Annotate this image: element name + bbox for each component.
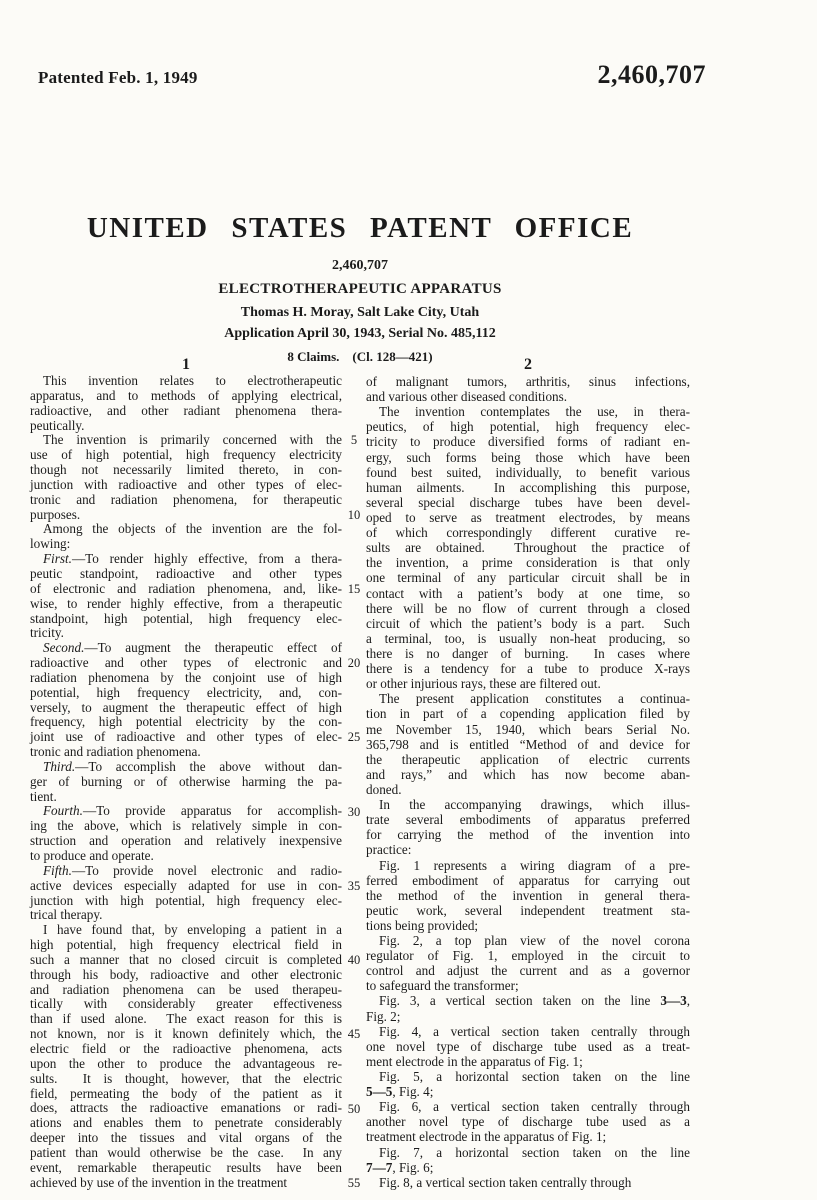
invention-title: ELECTROTHERAPEUTIC APPARATUS bbox=[218, 281, 502, 297]
text-line: peutically. bbox=[30, 417, 85, 433]
line-number-gutter bbox=[342, 374, 366, 1194]
text-line: there is no danger of burning. In cases where bbox=[366, 645, 690, 661]
text-line: doned. bbox=[366, 781, 402, 797]
title-block bbox=[30, 212, 690, 365]
text-line: radiation phenomena by the conjoint use of high bbox=[30, 669, 342, 685]
line-number: 30 bbox=[347, 804, 361, 819]
text-line: found best suited, individually, to benefit various bbox=[366, 464, 690, 480]
line-number: 35 bbox=[347, 878, 361, 893]
text-line: ger of burning or of otherwise harming the pa- bbox=[30, 773, 342, 789]
column-1-header: 1 bbox=[182, 356, 190, 373]
line-number: 40 bbox=[347, 953, 361, 968]
text-line: This invention relates to electrotherapeutic bbox=[43, 373, 342, 388]
text-line: there is a tendency for a tube to produce X-rays bbox=[366, 661, 690, 677]
text-line: Fig. 8, a vertical section taken centrally through bbox=[379, 1174, 632, 1190]
text-line: ment electrode in the apparatus of Fig. 1; bbox=[366, 1053, 583, 1069]
text-line: upon the other to produce the advantageous re- bbox=[30, 1055, 342, 1071]
text-line: contact with a patient’s body at one time, so bbox=[366, 585, 690, 601]
patent-office-title: UNITED STATES PATENT OFFICE bbox=[86, 212, 634, 244]
page-header bbox=[38, 60, 706, 90]
text-line: active devices especially adapted for use in con- bbox=[30, 877, 342, 893]
text-line: there will be no flow of current through a closed bbox=[366, 600, 690, 616]
patent-number: 2,460,707 bbox=[332, 258, 388, 273]
line-number: 15 bbox=[347, 581, 361, 596]
text-line: Fig. 1 represents a wiring diagram of a pre- bbox=[379, 857, 690, 873]
text-line: to safeguard the transformer; bbox=[366, 978, 519, 994]
text-line: First.—To render highly effective, from a thera- bbox=[43, 551, 342, 567]
text-line: than if used alone. The exact reason for this is bbox=[30, 1011, 342, 1027]
text-line: standpoint, high potential, high frequency elec- bbox=[30, 610, 342, 626]
line-number: 45 bbox=[347, 1027, 361, 1042]
claims-line: 8 Claims. (Cl. 128—421) bbox=[287, 349, 433, 364]
text-line: Among the objects of the invention are the fol- bbox=[43, 521, 342, 537]
text-line: Third.—To accomplish the above without dan- bbox=[43, 758, 342, 774]
column-2-header: 2 bbox=[524, 356, 532, 373]
text-line: ferred embodiment of apparatus for carrying out bbox=[366, 872, 690, 888]
patented-date: Patented Feb. 1, 1949 bbox=[38, 68, 198, 87]
text-line: Fig. 4, a vertical section taken centrally through bbox=[379, 1023, 690, 1039]
line-number: 50 bbox=[347, 1101, 361, 1116]
text-line: sults are obtained. Throughout the practice of bbox=[366, 540, 690, 556]
text-line: not known, nor is it known definitely which, the bbox=[30, 1026, 342, 1042]
right-column bbox=[366, 374, 690, 1190]
text-line: electric field or the radioactive phenomena, acts bbox=[30, 1040, 342, 1056]
line-number: 5 bbox=[350, 433, 358, 448]
line-number: 55 bbox=[347, 1175, 361, 1190]
text-line: junction with high potential, high frequency elec- bbox=[30, 892, 342, 908]
text-line: control and adjust the current and as a governor bbox=[366, 963, 690, 979]
text-line: sults. It is thought, however, that the electric bbox=[30, 1070, 342, 1086]
text-line: radioactive and other types of electronic and bbox=[30, 655, 342, 671]
text-line: Fig. 7, a horizontal section taken on the line bbox=[379, 1144, 690, 1160]
left-column bbox=[30, 374, 342, 1190]
text-line: another novel type of discharge tube used as a bbox=[366, 1114, 690, 1130]
text-line: peutics, of high potential, high frequency elec- bbox=[366, 419, 690, 435]
inventor-line: Thomas H. Moray, Salt Lake City, Utah bbox=[240, 305, 480, 320]
text-line: circuit of which the patient’s body is a part. Such bbox=[366, 615, 690, 631]
text-line: tient. bbox=[30, 788, 57, 804]
text-line: tions being provided; bbox=[366, 917, 479, 933]
text-line: 5—5, Fig. 4; bbox=[366, 1084, 434, 1100]
text-line: such a manner that no closed circuit is completed bbox=[30, 951, 342, 967]
text-line: I have found that, by enveloping a patient in a bbox=[43, 922, 342, 938]
text-line: peutic work, several independent treatment sta- bbox=[366, 902, 690, 918]
text-line: one terminal of any particular circuit shall be in bbox=[366, 570, 690, 586]
text-line: to produce and operate. bbox=[30, 848, 154, 863]
text-line: tronic and radiation phenomena, for therapeutic bbox=[30, 491, 342, 507]
text-line: or other injurious rays, these are filtered out. bbox=[366, 676, 601, 692]
text-line: Fig. 5, a horizontal section taken on the line bbox=[379, 1069, 690, 1085]
text-line: Fourth.—To provide apparatus for accomplish- bbox=[43, 803, 342, 819]
text-line: tically with considerably greater effectiveness bbox=[30, 996, 342, 1012]
line-number: 25 bbox=[347, 730, 361, 745]
text-line: Fig. 2; bbox=[366, 1008, 401, 1024]
application-line: Application April 30, 1943, Serial No. 485,112 bbox=[224, 326, 496, 341]
text-line: event, remarkable therapeutic results have been bbox=[30, 1159, 342, 1175]
text-line: tronic and radiation phenomena. bbox=[30, 744, 201, 760]
line-number: 10 bbox=[347, 507, 361, 522]
text-line: and various other diseased conditions. bbox=[366, 389, 568, 405]
text-line: high potential, high frequency electrical field in bbox=[30, 937, 342, 953]
text-line: In the accompanying drawings, which illus- bbox=[379, 797, 690, 813]
text-line: does, attracts the radioactive emanations or radi- bbox=[30, 1100, 342, 1116]
text-line: a terminal, too, is usually non-heat producing, so bbox=[366, 630, 690, 646]
text-line: Fifth.—To provide novel electronic and radio- bbox=[43, 862, 342, 878]
text-line: tricity to produce diversified forms of radiant en- bbox=[366, 434, 690, 450]
text-line: me November 15, 1940, which bears Serial No. bbox=[366, 721, 690, 737]
text-line: Second.—To augment the therapeutic effect of bbox=[43, 640, 342, 656]
text-line: trical therapy. bbox=[30, 907, 103, 923]
text-line: and radiation phenomena can be used therapeu- bbox=[30, 981, 342, 997]
patent-number-header: 2,460,707 bbox=[597, 60, 706, 89]
text-line: use of high potential, high frequency electricity bbox=[30, 447, 342, 463]
text-line: peutic standpoint, radioactive and other types bbox=[30, 565, 342, 581]
text-line: oped to serve as treatment electrodes, by means bbox=[366, 509, 690, 525]
text-line: deeper into the tissues and vital organs of the bbox=[30, 1130, 342, 1146]
text-line: the method of the invention in general thera- bbox=[366, 887, 690, 903]
text-line: through his body, radioactive and other electronic bbox=[30, 966, 342, 982]
text-line: achieved by use of the invention in the treatment bbox=[30, 1174, 288, 1190]
text-line: apparatus, and to methods of applying electrical, bbox=[30, 387, 342, 403]
text-line: tricity. bbox=[30, 625, 64, 641]
text-line: several special discharge tubes have been devel- bbox=[366, 494, 690, 510]
text-line: The invention is primarily concerned with the bbox=[43, 432, 342, 448]
text-line: trate several embodiments of apparatus preferred bbox=[366, 812, 690, 828]
line-number: 20 bbox=[347, 656, 361, 671]
text-line: the invention, a prime consideration is that only bbox=[366, 555, 690, 571]
text-line: potential, high frequency electricity, and, con- bbox=[30, 684, 342, 700]
text-line: 365,798 and is entitled “Method of and device for bbox=[366, 736, 690, 752]
text-line: radioactive, and other radiant phenomena thera- bbox=[30, 402, 342, 418]
text-line: the therapeutic application of electric currents bbox=[366, 751, 690, 767]
text-line: struction and operation and relatively inexpensive bbox=[30, 833, 342, 849]
text-line: ations and enables them to penetrate considerably bbox=[30, 1115, 342, 1131]
specification-columns bbox=[30, 356, 690, 1196]
text-line: human ailments. In accomplishing this purpose, bbox=[366, 479, 690, 495]
text-line: Fig. 3, a vertical section taken on the line 3—3, bbox=[379, 993, 690, 1009]
text-line: one novel type of discharge tube used as a treat- bbox=[366, 1038, 690, 1054]
text-line: ing the above, which is relatively simple in con- bbox=[30, 818, 342, 834]
text-line: practice: bbox=[366, 842, 412, 858]
text-line: Fig. 2, a top plan view of the novel corona bbox=[379, 933, 690, 949]
text-line: joint use of radioactive and other types of elec- bbox=[30, 729, 342, 745]
text-line: field, permeating the body of the patient as it bbox=[30, 1085, 342, 1101]
text-line: for carrying the method of the invention into bbox=[366, 827, 690, 843]
text-line: Fig. 6, a vertical section taken centrally through bbox=[379, 1099, 690, 1115]
text-line: of electronic and radiation phenomena, and, like- bbox=[30, 580, 342, 596]
text-line: of which correspondingly different curative re- bbox=[366, 525, 690, 541]
text-line: The invention contemplates the use, in thera- bbox=[379, 404, 690, 420]
text-line: treatment electrode in the apparatus of Fig. 1; bbox=[366, 1129, 607, 1145]
text-line: patient than would otherwise be the case. In any bbox=[30, 1144, 342, 1160]
text-line: regulator of Fig. 1, employed in the circuit to bbox=[366, 948, 690, 964]
text-line: and rays,” and which has now become aban- bbox=[366, 766, 690, 782]
text-line: ergy, such forms being those which have been bbox=[366, 449, 690, 465]
text-line: lowing: bbox=[30, 536, 71, 552]
text-line: The present application constitutes a continua- bbox=[379, 691, 690, 707]
text-line: junction with radioactive and other types of elec- bbox=[30, 476, 342, 492]
text-line: of malignant tumors, arthritis, sinus infections, bbox=[366, 374, 690, 389]
text-line: frequency, high potential electricity by the con- bbox=[30, 714, 342, 730]
text-line: wise, to render highly effective, from a therapeutic bbox=[30, 595, 342, 611]
text-line: though not necessarily limited thereto, in con- bbox=[30, 462, 342, 478]
text-line: versely, to augment the therapeutic effect of high bbox=[30, 699, 342, 715]
text-line: purposes. bbox=[30, 506, 81, 522]
text-line: 7—7, Fig. 6; bbox=[366, 1159, 434, 1175]
text-line: tion in part of a copending application filed by bbox=[366, 706, 690, 722]
